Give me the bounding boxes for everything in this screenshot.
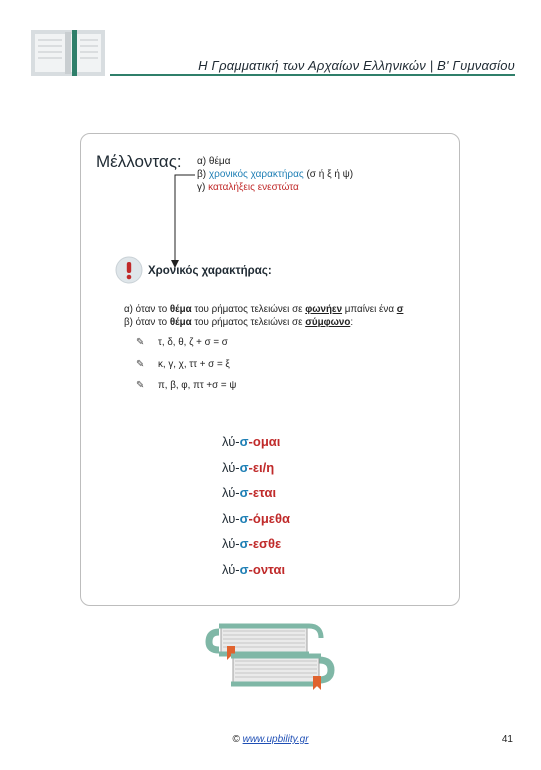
tense-title: Μέλλοντας: — [96, 152, 182, 171]
stem: λύ- — [222, 561, 240, 577]
rule-b-text-2: του ρήματος τελειώνει σε — [194, 317, 303, 328]
tense-marker: σ — [239, 510, 249, 526]
header-divider — [110, 74, 515, 76]
definition-c-prefix: γ) — [197, 182, 206, 193]
rule-b-theme: θέμα — [169, 317, 192, 328]
rule-a-text-3: μπαίνει ένα — [344, 304, 394, 315]
conjugation-row — [222, 506, 290, 532]
ending: -ομαι — [248, 434, 281, 449]
exclamation-icon — [115, 256, 143, 284]
rule-a-vowel: φωνήεν — [305, 304, 343, 315]
pencil-icon: ✎ — [136, 380, 145, 391]
definition-b-suffix: (σ ή ξ ή ψ) — [306, 169, 354, 180]
mix-text: κ, γ, χ, ττ + σ = ξ — [158, 359, 230, 370]
definition-b-prefix: β) — [197, 169, 207, 180]
page-number: 41 — [501, 734, 513, 745]
conjugation-row — [222, 455, 290, 481]
tense-marker: σ — [239, 536, 249, 551]
definition-item-a — [197, 155, 353, 168]
mix-text: π, β, φ, πτ +σ = ψ — [158, 380, 237, 391]
definition-b-text: χρονικός χαρακτήρας — [208, 169, 304, 180]
tense-marker: σ — [239, 459, 249, 475]
rule-a-text-1: α) όταν το — [124, 304, 168, 315]
definition-a-text: θέμα — [208, 156, 231, 167]
stem: λύ- — [222, 536, 240, 551]
rule-a-theme: θέμα — [169, 304, 192, 315]
definition-a-prefix: α) — [197, 156, 207, 167]
footer — [0, 734, 541, 745]
stacked-books-icon — [205, 620, 335, 690]
conjugation-row — [222, 557, 290, 583]
conjugation-row — [222, 531, 290, 557]
mix-item-1 — [136, 337, 228, 348]
ending: -εται — [248, 485, 277, 500]
ending: -όμεθα — [248, 510, 290, 526]
definition-list — [197, 155, 353, 194]
mix-item-3 — [136, 380, 236, 391]
tense-marker: σ — [239, 561, 249, 577]
mix-text: τ, δ, θ, ζ + σ = σ — [158, 337, 228, 348]
definition-item-c — [197, 181, 353, 194]
open-book-icon — [31, 30, 105, 76]
copyright-symbol: © — [232, 734, 240, 745]
rule-b-consonant: σύμφωνο — [305, 317, 351, 328]
pencil-icon: ✎ — [136, 359, 145, 370]
stem: λύ- — [222, 459, 240, 475]
pencil-icon: ✎ — [136, 337, 145, 348]
subheading: Χρονικός χαρακτήρας: — [148, 265, 272, 277]
definition-c-text: καταλήξεις ενεστώτα — [208, 182, 299, 193]
ending: -ονται — [248, 561, 286, 577]
rule-a-sigma: σ — [396, 304, 404, 315]
conjugation-row — [222, 480, 290, 506]
tense-marker: σ — [239, 485, 249, 500]
connector-arrow-icon — [167, 170, 207, 270]
rules-block — [124, 303, 403, 329]
stem: λύ- — [222, 485, 240, 500]
ending: -ει/η — [248, 459, 275, 475]
conjugation-row — [222, 429, 290, 455]
mix-item-2 — [136, 359, 230, 370]
stem: λυ- — [222, 510, 240, 526]
conjugation-list — [222, 429, 290, 582]
rule-b — [124, 316, 403, 329]
tense-marker: σ — [239, 434, 249, 449]
rule-a-text-2: του ρήματος τελειώνει σε — [194, 304, 303, 315]
rule-a — [124, 303, 403, 316]
rule-b-text-1: β) όταν το — [124, 317, 168, 328]
definition-item-b — [197, 168, 353, 181]
header-title: Η Γραμματική των Αρχαίων Ελληνικών | Β' Γυμνασίου — [198, 58, 515, 73]
rule-b-colon: : — [350, 317, 354, 328]
stem: λύ- — [222, 434, 240, 449]
ending: -εσθε — [248, 536, 282, 551]
website-link[interactable]: www.upbility.gr — [242, 734, 309, 745]
